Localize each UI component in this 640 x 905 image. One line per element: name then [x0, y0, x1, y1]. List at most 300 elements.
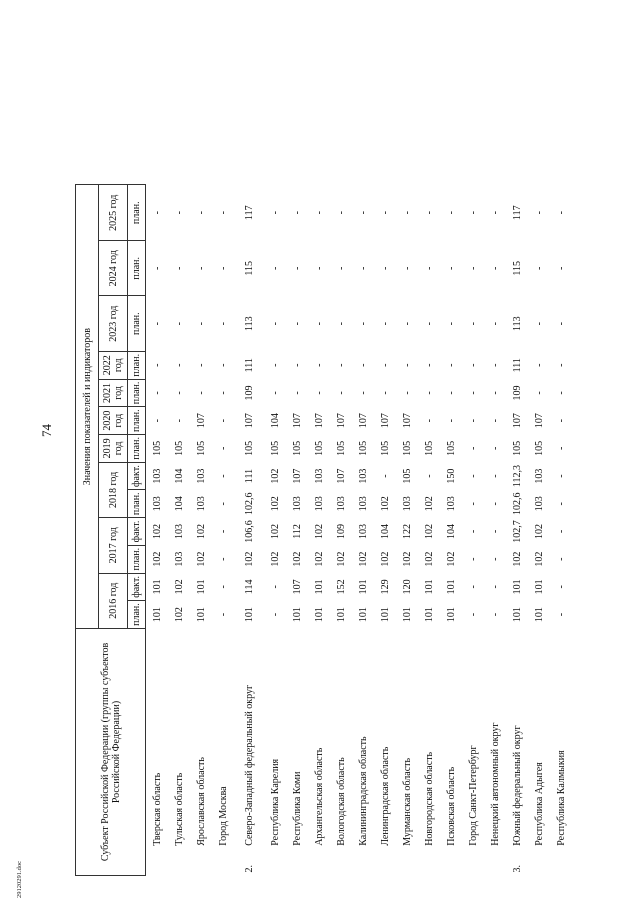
value-cell: 102 — [243, 551, 255, 567]
row-number — [212, 848, 234, 876]
value-cell: - — [291, 322, 303, 326]
value-cell: 107 — [379, 413, 391, 429]
value-cell: - — [445, 322, 457, 326]
value-cell: - — [423, 266, 435, 270]
value-cell: 107 — [195, 413, 207, 429]
value-cell: 101 — [379, 607, 391, 623]
value-cell: - — [533, 363, 545, 367]
value-cell: - — [335, 391, 347, 395]
value-cell: - — [269, 211, 281, 215]
value-cell: 102 — [195, 523, 207, 539]
value-cell: - — [555, 391, 567, 395]
value-cell: - — [489, 322, 501, 326]
plan-header: план. — [128, 490, 146, 518]
year-2024-header: 2024 год — [99, 241, 128, 296]
plan-header: план. — [128, 407, 146, 435]
value-cell: 111 — [511, 358, 523, 373]
value-cell: 152 — [335, 579, 347, 595]
region-name: Ленинградская область — [379, 746, 391, 846]
region-name: Псковская область — [445, 766, 457, 846]
region-name: Город Москва — [217, 786, 229, 846]
value-cell: - — [467, 211, 479, 215]
value-cell: 117 — [243, 205, 255, 221]
value-cell: - — [401, 211, 413, 215]
region-name: Тверская область — [151, 772, 163, 846]
value-cell: 102,6 — [243, 492, 255, 516]
row-number — [440, 848, 462, 876]
value-cell: - — [467, 391, 479, 395]
row-number — [352, 848, 374, 876]
value-cell: - — [489, 446, 501, 451]
value-cell: 103 — [195, 496, 207, 512]
value-cell: - — [217, 585, 229, 589]
value-cell: - — [489, 502, 501, 506]
plan-header: план. — [128, 296, 146, 351]
row-number: 3. — [511, 865, 523, 873]
table-row — [168, 19, 190, 876]
table-row — [484, 19, 506, 876]
value-cell: - — [269, 322, 281, 326]
value-cell: 101 — [313, 579, 325, 595]
value-cell: - — [291, 363, 303, 367]
value-cell: - — [467, 266, 479, 270]
value-cell: - — [555, 585, 567, 589]
value-cell: 101 — [511, 607, 523, 623]
value-cell: 109 — [511, 385, 523, 401]
value-cell: - — [173, 363, 185, 367]
value-cell: 103 — [151, 468, 163, 484]
value-cell: - — [555, 529, 567, 534]
value-cell: 107 — [357, 413, 369, 429]
value-cell: 105 — [379, 440, 391, 456]
year-2021-header: 2021 год — [99, 379, 128, 407]
value-cell: - — [269, 363, 281, 367]
value-cell: - — [533, 266, 545, 270]
value-cell: 101 — [445, 607, 457, 623]
value-cell: - — [217, 211, 229, 215]
value-cell: 103 — [401, 496, 413, 512]
value-cell: 101 — [533, 607, 545, 623]
value-cell: 102 — [335, 551, 347, 567]
value-cell: 102 — [379, 496, 391, 512]
value-cell: - — [313, 211, 325, 215]
plan-header: план. — [128, 601, 146, 629]
value-cell: 101 — [195, 579, 207, 595]
table-row — [440, 19, 462, 876]
value-cell: - — [269, 391, 281, 395]
value-cell: 105 — [533, 440, 545, 456]
table-row — [462, 19, 484, 876]
value-cell: - — [269, 266, 281, 270]
value-cell: 102 — [151, 523, 163, 539]
value-cell: 115 — [243, 260, 255, 276]
row-number: 2. — [243, 865, 255, 873]
value-cell: 102 — [379, 551, 391, 567]
value-cell: 117 — [511, 205, 523, 221]
indicators-table — [75, 18, 572, 876]
value-cell: 101 — [511, 579, 523, 595]
value-cell: - — [489, 585, 501, 589]
value-cell: - — [467, 557, 479, 561]
value-cell: - — [173, 211, 185, 215]
value-cell: - — [313, 322, 325, 326]
value-cell: - — [555, 322, 567, 326]
value-cell: - — [401, 266, 413, 270]
value-cell: - — [173, 418, 185, 423]
value-cell: 105 — [423, 440, 435, 456]
value-cell: 103 — [533, 468, 545, 484]
value-cell: - — [313, 266, 325, 270]
value-cell: - — [555, 363, 567, 367]
value-cell: - — [555, 266, 567, 270]
value-cell: - — [489, 418, 501, 423]
region-name: Ненецкий автономный округ — [489, 722, 501, 846]
value-cell: 107 — [511, 413, 523, 429]
value-cell: 113 — [511, 316, 523, 332]
region-name: Мурманская область — [401, 757, 413, 846]
value-cell: 105 — [269, 440, 281, 456]
table-row — [146, 19, 169, 876]
row-number — [418, 848, 440, 876]
value-cell: - — [217, 446, 229, 451]
value-cell: - — [217, 391, 229, 395]
value-cell: 102 — [445, 551, 457, 567]
value-cell: - — [555, 502, 567, 506]
value-cell: 107 — [291, 579, 303, 595]
value-cell: - — [217, 557, 229, 561]
value-cell: - — [291, 211, 303, 215]
value-cell: - — [555, 418, 567, 423]
value-cell: 101 — [243, 607, 255, 623]
value-cell: 105 — [511, 440, 523, 456]
value-cell: - — [489, 266, 501, 270]
value-cell: 101 — [533, 579, 545, 595]
plan-header: план. — [128, 545, 146, 573]
value-cell: 102 — [269, 468, 281, 484]
value-cell: - — [467, 612, 479, 617]
value-cell: - — [467, 418, 479, 423]
value-cell: 107 — [291, 468, 303, 484]
value-cell: 101 — [445, 579, 457, 595]
value-cell: - — [467, 446, 479, 451]
table-row — [212, 19, 234, 876]
year-2020-header: 2020 год — [99, 407, 128, 435]
value-cell: 113 — [243, 316, 255, 332]
value-cell: 107 — [291, 413, 303, 429]
row-number — [168, 848, 190, 876]
row-number — [528, 848, 550, 876]
row-number — [330, 848, 352, 876]
value-cell: 105 — [445, 440, 457, 456]
value-cell: 105 — [401, 468, 413, 484]
value-cell: 111 — [243, 468, 255, 484]
value-cell: - — [217, 418, 229, 423]
row-number — [396, 848, 418, 876]
plan-header: план. — [128, 185, 146, 241]
value-cell: - — [467, 363, 479, 367]
region-name: Архангельская область — [313, 747, 325, 846]
year-2018-header: 2018 год — [99, 462, 128, 517]
value-cell: 102 — [195, 551, 207, 567]
table-row — [286, 19, 308, 876]
value-cell: - — [489, 557, 501, 561]
value-cell: 107 — [533, 413, 545, 429]
value-cell: - — [555, 446, 567, 451]
value-cell: 102 — [173, 607, 185, 623]
value-cell: - — [357, 322, 369, 326]
fact-header: факт. — [128, 573, 146, 601]
value-cell: - — [291, 391, 303, 395]
value-cell: 103 — [533, 496, 545, 512]
value-cell: 107 — [243, 413, 255, 429]
value-cell: - — [489, 211, 501, 215]
region-name: Ярославская область — [195, 757, 207, 846]
value-cell: - — [195, 266, 207, 270]
value-cell: - — [489, 391, 501, 395]
value-cell: - — [151, 322, 163, 326]
value-cell: 103 — [173, 523, 185, 539]
value-cell: 103 — [195, 468, 207, 484]
value-cell: - — [423, 322, 435, 326]
row-number — [308, 848, 330, 876]
value-cell: - — [423, 211, 435, 215]
value-cell: 109 — [243, 385, 255, 401]
value-cell: - — [533, 391, 545, 395]
value-cell: 102 — [313, 523, 325, 539]
value-cell: - — [555, 211, 567, 215]
value-cell: 102 — [511, 551, 523, 567]
region-name: Калининградская область — [357, 736, 369, 846]
value-cell: 104 — [379, 523, 391, 539]
subject-header: Субъект Российской Федерации (группы субъектов Российской Федерации) — [76, 628, 146, 875]
value-cell: - — [195, 363, 207, 367]
value-cell: - — [335, 266, 347, 270]
value-cell: - — [533, 211, 545, 215]
region-name: Тульская область — [173, 772, 185, 846]
table-row — [550, 19, 572, 876]
value-cell: 102 — [269, 551, 281, 567]
value-cell: 103 — [313, 496, 325, 512]
value-cell: - — [379, 211, 391, 215]
region-name: Новгородская область — [423, 751, 435, 846]
value-cell: 107 — [335, 468, 347, 484]
value-cell: 105 — [313, 440, 325, 456]
table-row — [396, 19, 418, 876]
value-cell: - — [467, 585, 479, 589]
value-cell: 112,3 — [511, 464, 523, 488]
table-row — [264, 19, 286, 876]
value-cell: - — [445, 418, 457, 423]
value-cell: 101 — [401, 607, 413, 623]
row-number — [286, 848, 308, 876]
year-2016-header: 2016 год — [99, 573, 128, 628]
value-cell: - — [467, 502, 479, 506]
page-number: 74 — [39, 424, 54, 437]
value-cell: - — [533, 322, 545, 326]
value-cell: - — [173, 391, 185, 395]
document-code: 29120291.doc — [16, 860, 23, 898]
table-body — [146, 19, 573, 876]
value-cell: 101 — [291, 607, 303, 623]
region-name: Республика Адыгея — [533, 762, 545, 846]
value-cell: 104 — [445, 523, 457, 539]
value-cell: - — [217, 529, 229, 534]
table-header — [76, 19, 146, 876]
value-cell: - — [195, 322, 207, 326]
indicators-table-container — [75, 18, 567, 876]
row-number — [462, 848, 484, 876]
region-name: Республика Калмыкия — [555, 750, 567, 846]
value-cell: 106,6 — [243, 520, 255, 543]
table-row — [352, 19, 374, 876]
row-number — [374, 848, 396, 876]
value-cell: - — [379, 391, 391, 395]
value-cell: - — [401, 322, 413, 326]
table-row — [330, 19, 352, 876]
value-cell: 101 — [423, 579, 435, 595]
value-cell: 109 — [335, 523, 347, 539]
value-cell: - — [217, 266, 229, 270]
value-cell: - — [151, 266, 163, 270]
value-cell: 101 — [195, 607, 207, 623]
value-cell: 112 — [291, 524, 303, 539]
region-name: Республика Коми — [291, 771, 303, 846]
table-row — [528, 19, 550, 876]
value-cell: 102 — [313, 551, 325, 567]
year-2019-header: 2019 год — [99, 435, 128, 463]
value-cell: 103 — [291, 496, 303, 512]
plan-header: план. — [128, 435, 146, 463]
fact-header: факт. — [128, 462, 146, 490]
value-cell: - — [357, 363, 369, 367]
value-cell: - — [379, 266, 391, 270]
value-cell: - — [195, 211, 207, 215]
value-cell: - — [445, 266, 457, 270]
value-cell: - — [151, 391, 163, 395]
value-cell: 102 — [423, 551, 435, 567]
value-cell: 104 — [173, 496, 185, 512]
value-cell: 102 — [173, 579, 185, 595]
value-cell: - — [445, 211, 457, 215]
table-row — [418, 19, 440, 876]
value-cell: 105 — [173, 440, 185, 456]
value-cell: - — [489, 363, 501, 367]
value-cell: 103 — [445, 496, 457, 512]
value-cell: - — [467, 474, 479, 478]
plan-header: план. — [128, 351, 146, 379]
value-cell: - — [445, 391, 457, 395]
value-cell: 107 — [335, 413, 347, 429]
row-number — [550, 848, 572, 876]
region-name: Республика Карелия — [269, 758, 281, 846]
table-row — [308, 19, 330, 876]
row-number — [264, 848, 286, 876]
value-cell: - — [379, 474, 391, 478]
value-cell: 102 — [533, 523, 545, 539]
value-cell: 101 — [335, 607, 347, 623]
value-cell: - — [195, 391, 207, 395]
value-cell: 102 — [269, 523, 281, 539]
value-cell: - — [217, 612, 229, 617]
value-cell: - — [173, 266, 185, 270]
value-cell: - — [151, 211, 163, 215]
value-cell: - — [217, 474, 229, 478]
value-cell: - — [489, 474, 501, 478]
value-cell: - — [555, 612, 567, 617]
value-cell: 102 — [423, 496, 435, 512]
value-cell: 120 — [401, 579, 413, 595]
value-cell: - — [217, 363, 229, 367]
value-cell: - — [173, 322, 185, 326]
value-cell: - — [423, 363, 435, 367]
value-cell: 103 — [151, 496, 163, 512]
value-cell: 101 — [423, 607, 435, 623]
value-cell: - — [467, 529, 479, 534]
value-cell: - — [291, 266, 303, 270]
value-cell: - — [445, 363, 457, 367]
value-cell: 102 — [401, 551, 413, 567]
value-cell: - — [151, 418, 163, 423]
year-2022-header: 2022 год — [99, 351, 128, 379]
value-cell: 101 — [357, 579, 369, 595]
value-cell: - — [379, 322, 391, 326]
value-cell: 150 — [445, 468, 457, 484]
table-row — [374, 19, 396, 876]
value-cell: 105 — [243, 440, 255, 456]
value-cell: - — [423, 391, 435, 395]
value-cell: 105 — [357, 440, 369, 456]
value-cell: 103 — [335, 496, 347, 512]
value-cell: 122 — [401, 523, 413, 539]
year-2023-header: 2023 год — [99, 296, 128, 351]
value-cell: 101 — [313, 607, 325, 623]
value-cell: - — [313, 363, 325, 367]
value-cell: 104 — [269, 413, 281, 429]
indicators-header: Значения показателей и индикаторов — [76, 185, 99, 629]
value-cell: 105 — [335, 440, 347, 456]
value-cell: - — [357, 266, 369, 270]
value-cell: 101 — [151, 579, 163, 595]
table-row — [190, 19, 212, 876]
value-cell: 105 — [151, 440, 163, 456]
value-cell: 105 — [291, 440, 303, 456]
value-cell: - — [151, 363, 163, 367]
value-cell: 103 — [357, 468, 369, 484]
value-cell: 104 — [173, 468, 185, 484]
region-name: Северо-Западный федеральный округ — [243, 684, 255, 846]
value-cell: 102 — [533, 551, 545, 567]
plan-header: план. — [128, 379, 146, 407]
region-name: Южный федеральный округ — [511, 725, 523, 846]
value-cell: 115 — [511, 260, 523, 276]
value-cell: - — [555, 557, 567, 561]
value-cell: - — [269, 612, 281, 617]
value-cell: - — [489, 529, 501, 534]
region-name: Вологодская область — [335, 757, 347, 846]
value-cell: - — [335, 322, 347, 326]
value-cell: 103 — [173, 551, 185, 567]
value-cell: 105 — [195, 440, 207, 456]
value-cell: - — [357, 211, 369, 215]
value-cell: - — [269, 585, 281, 589]
value-cell: - — [379, 363, 391, 367]
value-cell: 103 — [357, 523, 369, 539]
table-row — [234, 19, 264, 876]
value-cell: - — [335, 211, 347, 215]
value-cell: 102 — [151, 551, 163, 567]
value-cell: - — [217, 502, 229, 506]
row-number — [190, 848, 212, 876]
